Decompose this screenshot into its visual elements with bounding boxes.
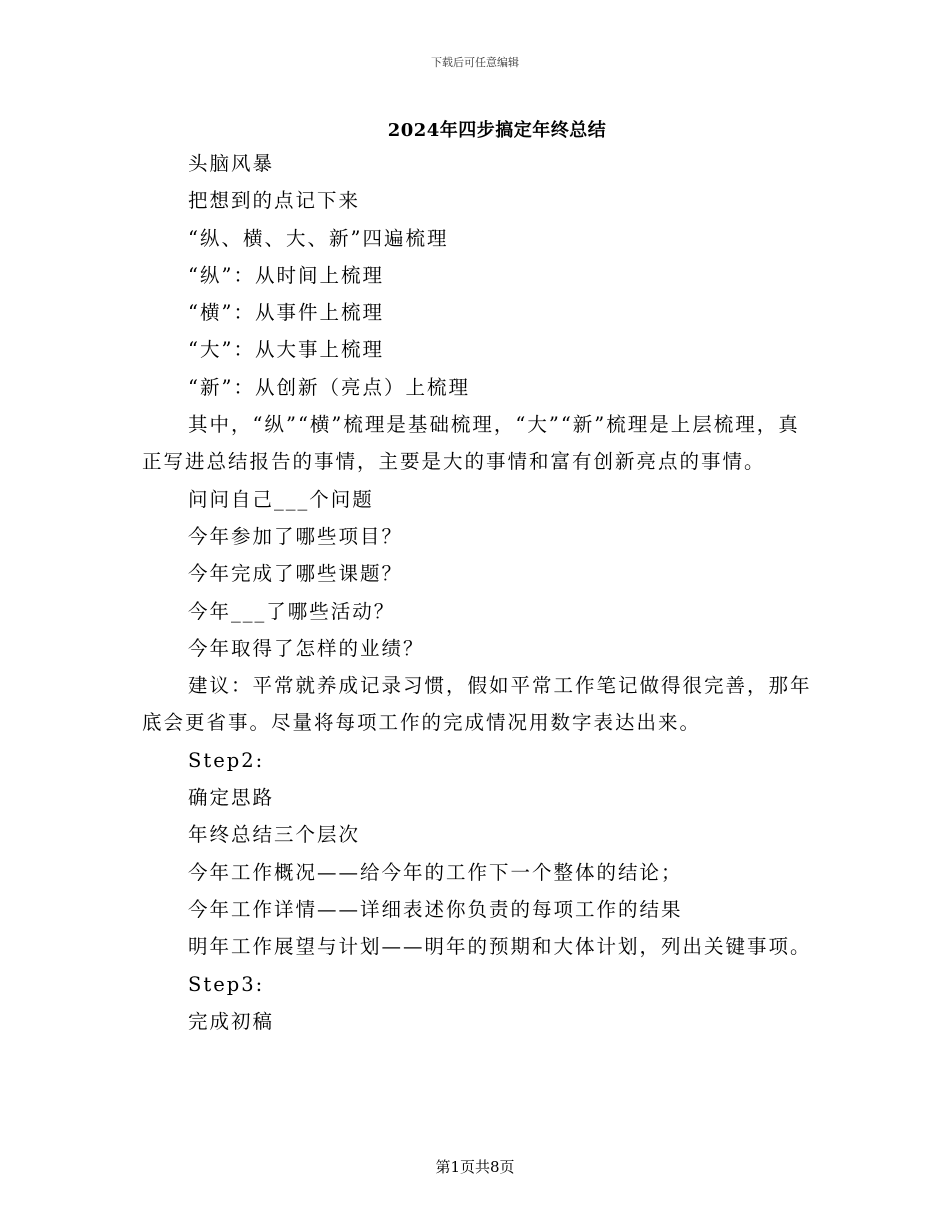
- document-body: [142, 145, 812, 1040]
- body-paragraph: 建议：平常就养成记录习惯，假如平常工作笔记做得很完善，那年底会更省事。尽量将每项工作的完成情况用数字表达出来。: [142, 674, 812, 735]
- header-note: 下载后可任意编辑: [431, 56, 519, 69]
- body-line: 今年取得了怎样的业绩？: [188, 636, 425, 660]
- body-line: 把想到的点记下来: [188, 189, 361, 213]
- body-line: 今年___了哪些活动？: [188, 599, 396, 623]
- body-line: “大”：从大事上梳理: [188, 338, 384, 362]
- body-line: 今年工作详情——详细表述你负责的每项工作的结果: [188, 897, 683, 921]
- body-paragraph: 其中，“纵”“横”梳理是基础梳理，“大”“新”梳理是上层梳理，真正写进总结报告的事情，主要是大的事情和富有创新亮点的事情。: [142, 413, 800, 474]
- body-line: “纵”：从时间上梳理: [188, 263, 384, 287]
- body-line: 今年参加了哪些项目？: [188, 524, 404, 548]
- body-line: “新”：从创新（亮点）上梳理: [188, 375, 470, 399]
- body-line: “横”：从事件上梳理: [188, 301, 384, 325]
- body-line: “纵、横、大、新”四遍梳理: [188, 226, 449, 250]
- body-line: 头脑风暴: [188, 152, 275, 175]
- body-line: 完成初稿: [188, 1009, 275, 1033]
- body-line: 今年工作概况——给今年的工作下一个整体的结论；: [188, 860, 683, 884]
- step-heading: Step3:: [188, 972, 265, 996]
- body-line: 问问自己___个问题: [188, 487, 374, 511]
- body-line: 年终总结三个层次: [188, 823, 361, 847]
- body-line: 今年完成了哪些课题？: [188, 562, 404, 586]
- document-title: 2024年四步搞定年终总结: [387, 120, 607, 141]
- page-footer: 第1页共8页: [435, 1158, 515, 1176]
- body-line: 确定思路: [188, 786, 275, 810]
- step-heading: Step2:: [188, 748, 265, 772]
- body-line: 明年工作展望与计划——明年的预期和大体计划，列出关键事项。: [188, 935, 812, 959]
